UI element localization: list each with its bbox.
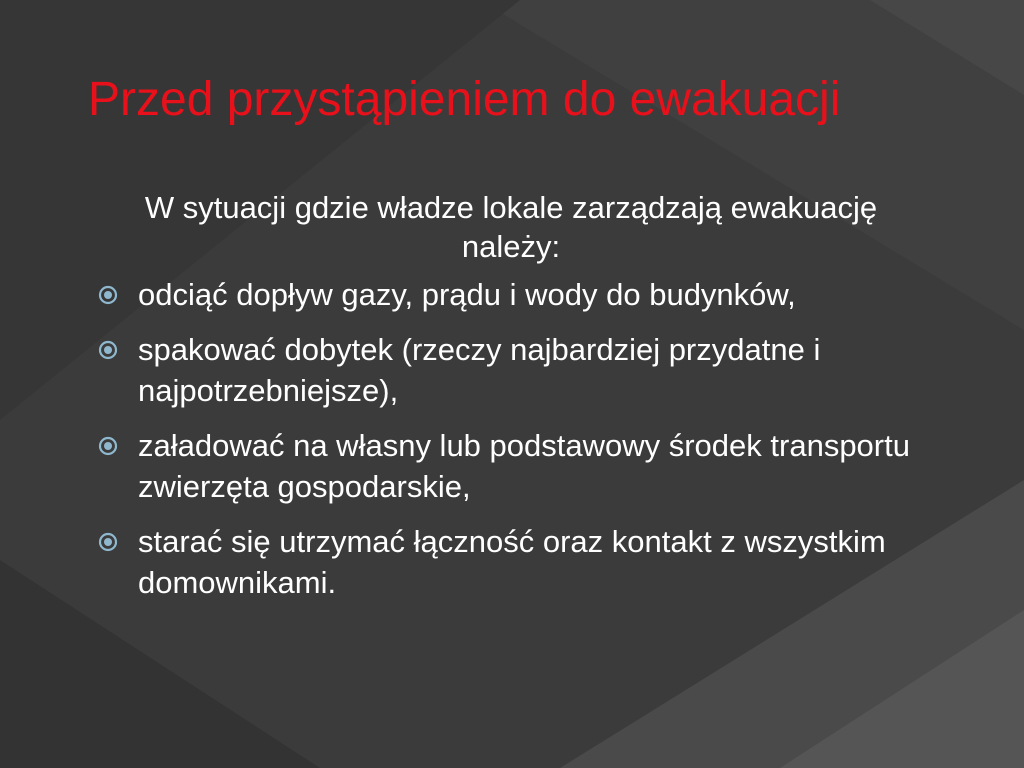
list-item: [96, 329, 926, 411]
list-item: [96, 274, 926, 315]
list-item: [96, 521, 926, 603]
list-item: [96, 425, 926, 507]
slide-body: [96, 188, 926, 617]
circled-dot-icon: [98, 340, 118, 360]
slide-title: Przed przystąpieniem do ewakuacji: [88, 73, 841, 126]
intro-text: W sytuacji gdzie władze lokale zarządzają ewakuację należy:: [144, 190, 878, 264]
circled-dot-icon: [98, 285, 118, 305]
bullet-text: odciąć dopływ gazy, prądu i wody do budynków,: [138, 277, 796, 312]
bullet-text: starać się utrzymać łączność oraz kontakt z wszystkim domownikami.: [138, 524, 886, 600]
bullet-text: załadować na własny lub podstawowy środek transportu zwierzęta gospodarskie,: [138, 428, 910, 504]
bullet-text: spakować dobytek (rzeczy najbardziej przydatne i najpotrzebniejsze),: [138, 332, 821, 408]
circled-dot-icon: [98, 532, 118, 552]
bullet-list: [96, 274, 926, 603]
circled-dot-icon: [98, 436, 118, 456]
